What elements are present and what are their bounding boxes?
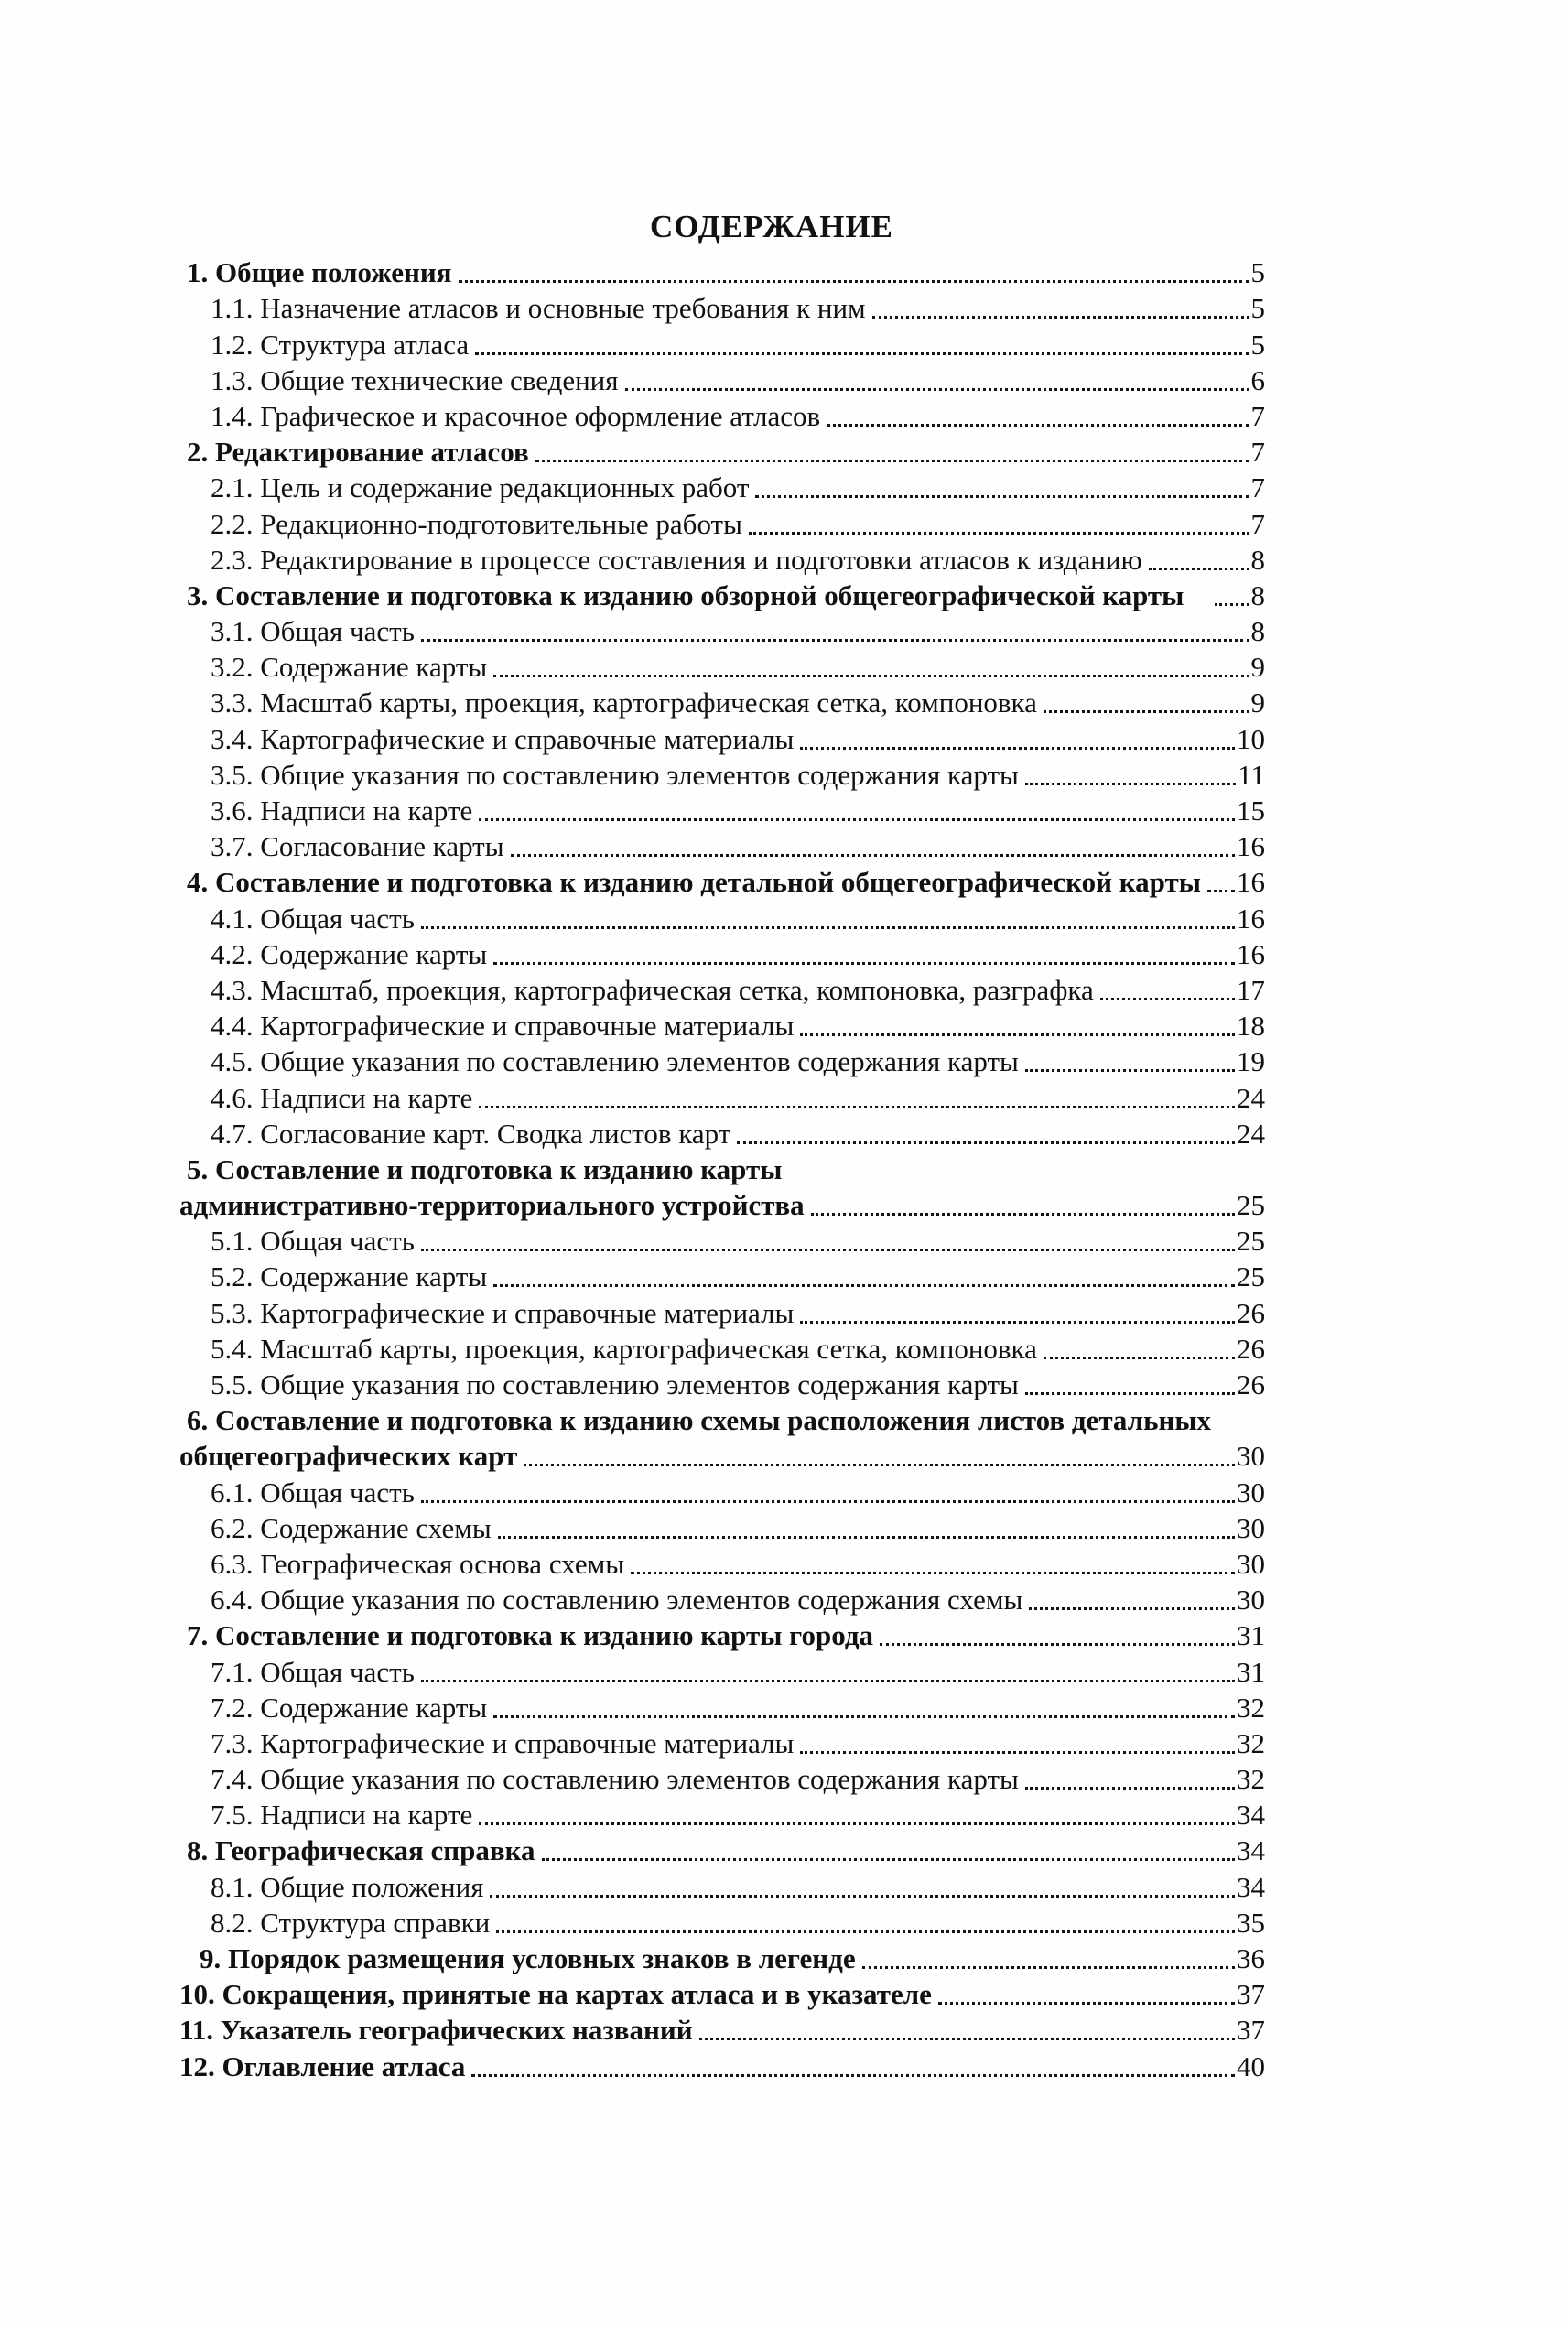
dot-leader bbox=[493, 1715, 1235, 1718]
toc-entry-label: 2. Редактирование атласов bbox=[187, 436, 529, 469]
toc-entry-label: 6.3. Географическая основа схемы bbox=[211, 1547, 625, 1580]
toc-entry-label: 2.2. Редакционно-подготовительные работы bbox=[211, 507, 742, 540]
toc-entry bbox=[179, 972, 1265, 1008]
dot-leader bbox=[1025, 1787, 1235, 1790]
toc-entry bbox=[179, 254, 1265, 290]
dot-leader bbox=[493, 675, 1249, 677]
toc-entry-label: 1.1. Назначение атласов и основные требования к ним bbox=[211, 292, 866, 325]
toc-entry-label: 8. Географическая справка bbox=[187, 1834, 535, 1867]
toc-entry-label: 5.2. Содержание карты bbox=[211, 1260, 488, 1293]
dot-leader bbox=[542, 1858, 1235, 1861]
toc-entry bbox=[179, 470, 1265, 505]
dot-leader bbox=[631, 1572, 1235, 1574]
dot-leader bbox=[475, 352, 1249, 355]
toc-entry bbox=[179, 864, 1265, 900]
toc-entry-page: 35 bbox=[1237, 1906, 1265, 1939]
toc-entry-label: 4.6. Надписи на карте bbox=[211, 1081, 473, 1114]
toc-entry-label: общегеографических карт bbox=[179, 1440, 518, 1473]
toc-entry bbox=[179, 757, 1265, 793]
toc-entry bbox=[179, 1690, 1265, 1725]
toc-entry-page: 6 bbox=[1250, 363, 1265, 396]
toc-entry bbox=[179, 1008, 1265, 1044]
toc-entry bbox=[179, 1546, 1265, 1582]
toc-entry-page: 7 bbox=[1250, 436, 1265, 469]
dot-leader bbox=[496, 1930, 1235, 1933]
dot-leader bbox=[490, 1895, 1235, 1898]
toc-entry-label: 4.2. Содержание карты bbox=[211, 937, 488, 970]
dot-leader bbox=[1149, 568, 1249, 570]
toc-entry-label: 4.1. Общая часть bbox=[211, 902, 415, 935]
dot-leader bbox=[1044, 1357, 1235, 1359]
toc-entry-page: 25 bbox=[1237, 1225, 1265, 1258]
toc-entry-label: 4.4. Картографические и справочные материалы bbox=[211, 1010, 795, 1043]
toc-entry-page: 26 bbox=[1237, 1296, 1265, 1329]
toc-entry bbox=[179, 1868, 1265, 1904]
toc-entry-page: 32 bbox=[1237, 1726, 1265, 1759]
toc-entry bbox=[179, 1259, 1265, 1294]
toc-entry-page: 34 bbox=[1237, 1834, 1265, 1867]
toc-entry-label: 9. Порядок размещения условных знаков в легенде bbox=[200, 1942, 856, 1974]
toc-entry-label: 3.1. Общая часть bbox=[211, 615, 415, 648]
toc-entry bbox=[179, 1617, 1265, 1653]
toc-entry bbox=[179, 1116, 1265, 1152]
dot-leader bbox=[493, 962, 1235, 965]
toc-entry-label: 11. Указатель географических названий bbox=[179, 2014, 693, 2047]
dot-leader bbox=[755, 495, 1249, 498]
toc-entry-page: 16 bbox=[1237, 830, 1265, 863]
toc-entry-label: 7.1. Общая часть bbox=[211, 1655, 415, 1688]
toc-entry bbox=[179, 1582, 1265, 1617]
toc-entry bbox=[179, 936, 1265, 972]
toc-entry bbox=[179, 1079, 1265, 1115]
toc-entry-label: 8.1. Общие положения bbox=[211, 1870, 484, 1903]
toc-entry-label: 1.2. Структура атласа bbox=[211, 328, 470, 361]
dot-leader bbox=[479, 1822, 1235, 1825]
toc-entry bbox=[179, 362, 1265, 398]
toc-entry-label: 5.3. Картографические и справочные материалы bbox=[211, 1296, 795, 1329]
toc-entry bbox=[179, 326, 1265, 362]
toc-entry-page: 8 bbox=[1250, 579, 1265, 611]
toc-entry bbox=[179, 398, 1265, 434]
toc-entry-page: 24 bbox=[1237, 1081, 1265, 1114]
toc-entry-page: 7 bbox=[1250, 507, 1265, 540]
toc-entry-page: 24 bbox=[1237, 1117, 1265, 1150]
toc-entry-page: 5 bbox=[1250, 292, 1265, 325]
dot-leader bbox=[862, 1966, 1235, 1969]
toc-entry-page: 5 bbox=[1250, 328, 1265, 361]
toc-entry bbox=[179, 1941, 1265, 1976]
dot-leader bbox=[938, 2002, 1235, 2005]
toc-entry-label: 1.4. Графическое и красочное оформление атласов bbox=[211, 399, 821, 432]
toc-entry bbox=[179, 1474, 1265, 1509]
toc-entry-page: 17 bbox=[1237, 973, 1265, 1006]
toc-entry bbox=[179, 1797, 1265, 1833]
toc-entry-page: 34 bbox=[1237, 1870, 1265, 1903]
dot-leader bbox=[1025, 783, 1236, 785]
toc-entry bbox=[179, 1223, 1265, 1259]
dot-leader bbox=[493, 1284, 1235, 1287]
toc-entry-page: 40 bbox=[1237, 2049, 1265, 2082]
toc-entry bbox=[179, 1331, 1265, 1367]
toc-entry-page: 16 bbox=[1237, 866, 1265, 899]
toc-entry bbox=[179, 542, 1265, 578]
toc-entry-label: 6. Составление и подготовка к изданию схемы расположения листов детальных bbox=[187, 1404, 1212, 1437]
toc-entry-label: 7.5. Надписи на карте bbox=[211, 1799, 473, 1832]
toc-entry-page: 11 bbox=[1238, 758, 1265, 791]
toc-entry-label: 12. Оглавление атласа bbox=[179, 2049, 466, 2082]
toc-entry bbox=[179, 649, 1265, 685]
dot-leader bbox=[811, 1213, 1235, 1216]
dot-leader bbox=[800, 747, 1235, 750]
toc-entry-page: 26 bbox=[1237, 1332, 1265, 1365]
toc-entry bbox=[179, 578, 1265, 613]
dot-leader bbox=[625, 388, 1249, 391]
toc-entry-page: 10 bbox=[1237, 722, 1265, 755]
toc-entry-label: 3.7. Согласование карты bbox=[211, 830, 504, 863]
dot-leader bbox=[1025, 1069, 1235, 1072]
toc-entry-label: 7.2. Содержание карты bbox=[211, 1691, 488, 1724]
dot-leader bbox=[1025, 1392, 1235, 1395]
toc-entry-page: 16 bbox=[1237, 902, 1265, 935]
dot-leader bbox=[421, 1500, 1235, 1503]
toc-entry-page: 7 bbox=[1250, 399, 1265, 432]
toc-entry bbox=[179, 1044, 1265, 1079]
toc-entry-page: 34 bbox=[1237, 1799, 1265, 1832]
toc-entry-page: 5 bbox=[1250, 256, 1265, 289]
toc-entry-page: 19 bbox=[1237, 1045, 1265, 1078]
toc-entry-page: 26 bbox=[1237, 1368, 1265, 1400]
toc-entry bbox=[179, 793, 1265, 828]
toc-entry-label: 1. Общие положения bbox=[187, 256, 452, 289]
toc-entry-label: 4.5. Общие указания по составлению элементов содержания карты bbox=[211, 1045, 1019, 1078]
toc-entry bbox=[179, 505, 1265, 541]
dot-leader bbox=[880, 1643, 1235, 1646]
toc-entry-page: 30 bbox=[1237, 1511, 1265, 1544]
dot-leader bbox=[535, 460, 1249, 462]
toc-entry-label: 6.4. Общие указания по составлению элементов содержания схемы bbox=[211, 1584, 1023, 1617]
dot-leader bbox=[421, 639, 1249, 642]
toc-entry bbox=[179, 1510, 1265, 1546]
dot-leader bbox=[1100, 998, 1235, 1000]
toc-entry-page: 30 bbox=[1237, 1584, 1265, 1617]
toc-entry-page: 15 bbox=[1237, 795, 1265, 827]
toc-entry bbox=[179, 828, 1265, 864]
toc-entry-page: 25 bbox=[1237, 1260, 1265, 1293]
dot-leader bbox=[1044, 710, 1249, 713]
dot-leader bbox=[1207, 890, 1235, 892]
table-of-contents bbox=[179, 207, 1265, 2084]
toc-entry-page: 32 bbox=[1237, 1763, 1265, 1796]
toc-entry bbox=[179, 1905, 1265, 1941]
dot-leader bbox=[459, 280, 1249, 283]
toc-entry bbox=[179, 1833, 1265, 1868]
dot-leader bbox=[498, 1536, 1235, 1539]
toc-entry-label: 3.2. Содержание карты bbox=[211, 651, 488, 684]
dot-leader bbox=[1215, 603, 1249, 606]
toc-entry bbox=[179, 1367, 1265, 1402]
toc-list bbox=[179, 254, 1265, 2084]
toc-title: СОДЕРЖАНИЕ bbox=[649, 209, 893, 244]
toc-entry-page: 30 bbox=[1237, 1476, 1265, 1509]
toc-entry-label: 4.7. Согласование карт. Сводка листов карт bbox=[211, 1117, 731, 1150]
toc-entry bbox=[179, 1761, 1265, 1797]
toc-entry-page: 32 bbox=[1237, 1691, 1265, 1724]
toc-entry-label: 3.5. Общие указания по составлению элементов содержания карты bbox=[211, 758, 1019, 791]
toc-entry-label: 7.4. Общие указания по составлению элементов содержания карты bbox=[211, 1763, 1019, 1796]
toc-entry-label: 10. Сокращения, принятые на картах атласа и в указателе bbox=[179, 1978, 932, 2011]
toc-entry-page: 31 bbox=[1237, 1655, 1265, 1688]
dot-leader bbox=[524, 1464, 1235, 1466]
dot-leader bbox=[471, 2074, 1235, 2077]
toc-entry-label: 3.6. Надписи на карте bbox=[211, 795, 473, 827]
toc-entry-label: 5.1. Общая часть bbox=[211, 1225, 415, 1258]
toc-entry bbox=[179, 1725, 1265, 1761]
toc-entry-label: 7.3. Картографические и справочные материалы bbox=[211, 1726, 795, 1759]
toc-entry-label: 6.1. Общая часть bbox=[211, 1476, 415, 1509]
dot-leader bbox=[737, 1141, 1235, 1144]
toc-entry-label: 2.1. Цель и содержание редакционных работ bbox=[211, 471, 750, 504]
toc-entry-label: 3.3. Масштаб карты, проекция, картографическая сетка, компоновка bbox=[211, 687, 1037, 719]
dot-leader bbox=[1029, 1607, 1235, 1610]
dot-leader bbox=[800, 1321, 1235, 1324]
dot-leader bbox=[872, 316, 1249, 319]
toc-entry bbox=[179, 900, 1265, 935]
toc-entry-page: 25 bbox=[1237, 1189, 1265, 1222]
toc-entry bbox=[179, 1402, 1265, 1438]
toc-entry bbox=[179, 613, 1265, 649]
toc-entry-page: 8 bbox=[1250, 543, 1265, 576]
toc-entry-page: 8 bbox=[1250, 615, 1265, 648]
toc-entry bbox=[179, 434, 1265, 470]
toc-entry-label: 7. Составление и подготовка к изданию карты города bbox=[187, 1619, 874, 1652]
toc-entry bbox=[179, 1187, 1265, 1223]
toc-entry-page: 9 bbox=[1250, 687, 1265, 719]
toc-entry bbox=[179, 2048, 1265, 2083]
toc-entry-label: 5.4. Масштаб карты, проекция, картографическая сетка, компоновка bbox=[211, 1332, 1037, 1365]
toc-entry bbox=[179, 1653, 1265, 1689]
dot-leader bbox=[421, 1680, 1235, 1682]
dot-leader bbox=[479, 818, 1235, 821]
toc-entry-label: 3. Составление и подготовка к изданию обзорной общегеографической карты bbox=[187, 579, 1184, 611]
toc-entry-label: 2.3. Редактирование в процессе составления и подготовки атласов к изданию bbox=[211, 543, 1142, 576]
toc-entry bbox=[179, 1294, 1265, 1330]
toc-entry bbox=[179, 720, 1265, 756]
toc-entry bbox=[179, 290, 1265, 326]
dot-leader bbox=[800, 1033, 1235, 1036]
toc-entry bbox=[179, 1152, 1265, 1187]
toc-entry-page: 16 bbox=[1237, 937, 1265, 970]
toc-entry-page: 7 bbox=[1250, 471, 1265, 504]
toc-entry-label: 5.5. Общие указания по составлению элементов содержания карты bbox=[211, 1368, 1019, 1400]
dot-leader bbox=[421, 926, 1235, 929]
dot-leader bbox=[421, 1249, 1235, 1251]
toc-entry bbox=[179, 1438, 1265, 1474]
toc-entry-label: 6.2. Содержание схемы bbox=[211, 1511, 492, 1544]
toc-entry-page: 30 bbox=[1237, 1547, 1265, 1580]
toc-entry bbox=[179, 2012, 1265, 2048]
toc-entry bbox=[179, 1976, 1265, 2012]
dot-leader bbox=[749, 532, 1249, 535]
toc-entry-label: 5. Составление и подготовка к изданию карты bbox=[187, 1152, 783, 1185]
dot-leader bbox=[800, 1751, 1235, 1754]
toc-entry-page: 36 bbox=[1237, 1942, 1265, 1974]
toc-entry-page: 9 bbox=[1250, 651, 1265, 684]
toc-entry-label: административно-территориального устройства bbox=[179, 1189, 805, 1222]
toc-entry-label: 4.3. Масштаб, проекция, картографическая сетка, компоновка, разграфка bbox=[211, 973, 1094, 1006]
dot-leader bbox=[511, 854, 1235, 857]
toc-entry-label: 4. Составление и подготовка к изданию детальной общегеографической карты bbox=[187, 866, 1201, 899]
dot-leader bbox=[699, 2038, 1235, 2040]
toc-entry-page: 37 bbox=[1237, 1978, 1265, 2011]
dot-leader bbox=[479, 1106, 1235, 1108]
toc-entry bbox=[179, 685, 1265, 720]
toc-entry-page: 30 bbox=[1237, 1440, 1265, 1473]
toc-entry-label: 8.2. Структура справки bbox=[211, 1906, 491, 1939]
toc-entry-label: 3.4. Картографические и справочные материалы bbox=[211, 722, 795, 755]
toc-entry-page: 18 bbox=[1237, 1010, 1265, 1043]
toc-entry-label: 1.3. Общие технические сведения bbox=[211, 363, 619, 396]
toc-entry-page: 37 bbox=[1237, 2014, 1265, 2047]
dot-leader bbox=[827, 424, 1249, 427]
toc-entry-page: 31 bbox=[1237, 1619, 1265, 1652]
